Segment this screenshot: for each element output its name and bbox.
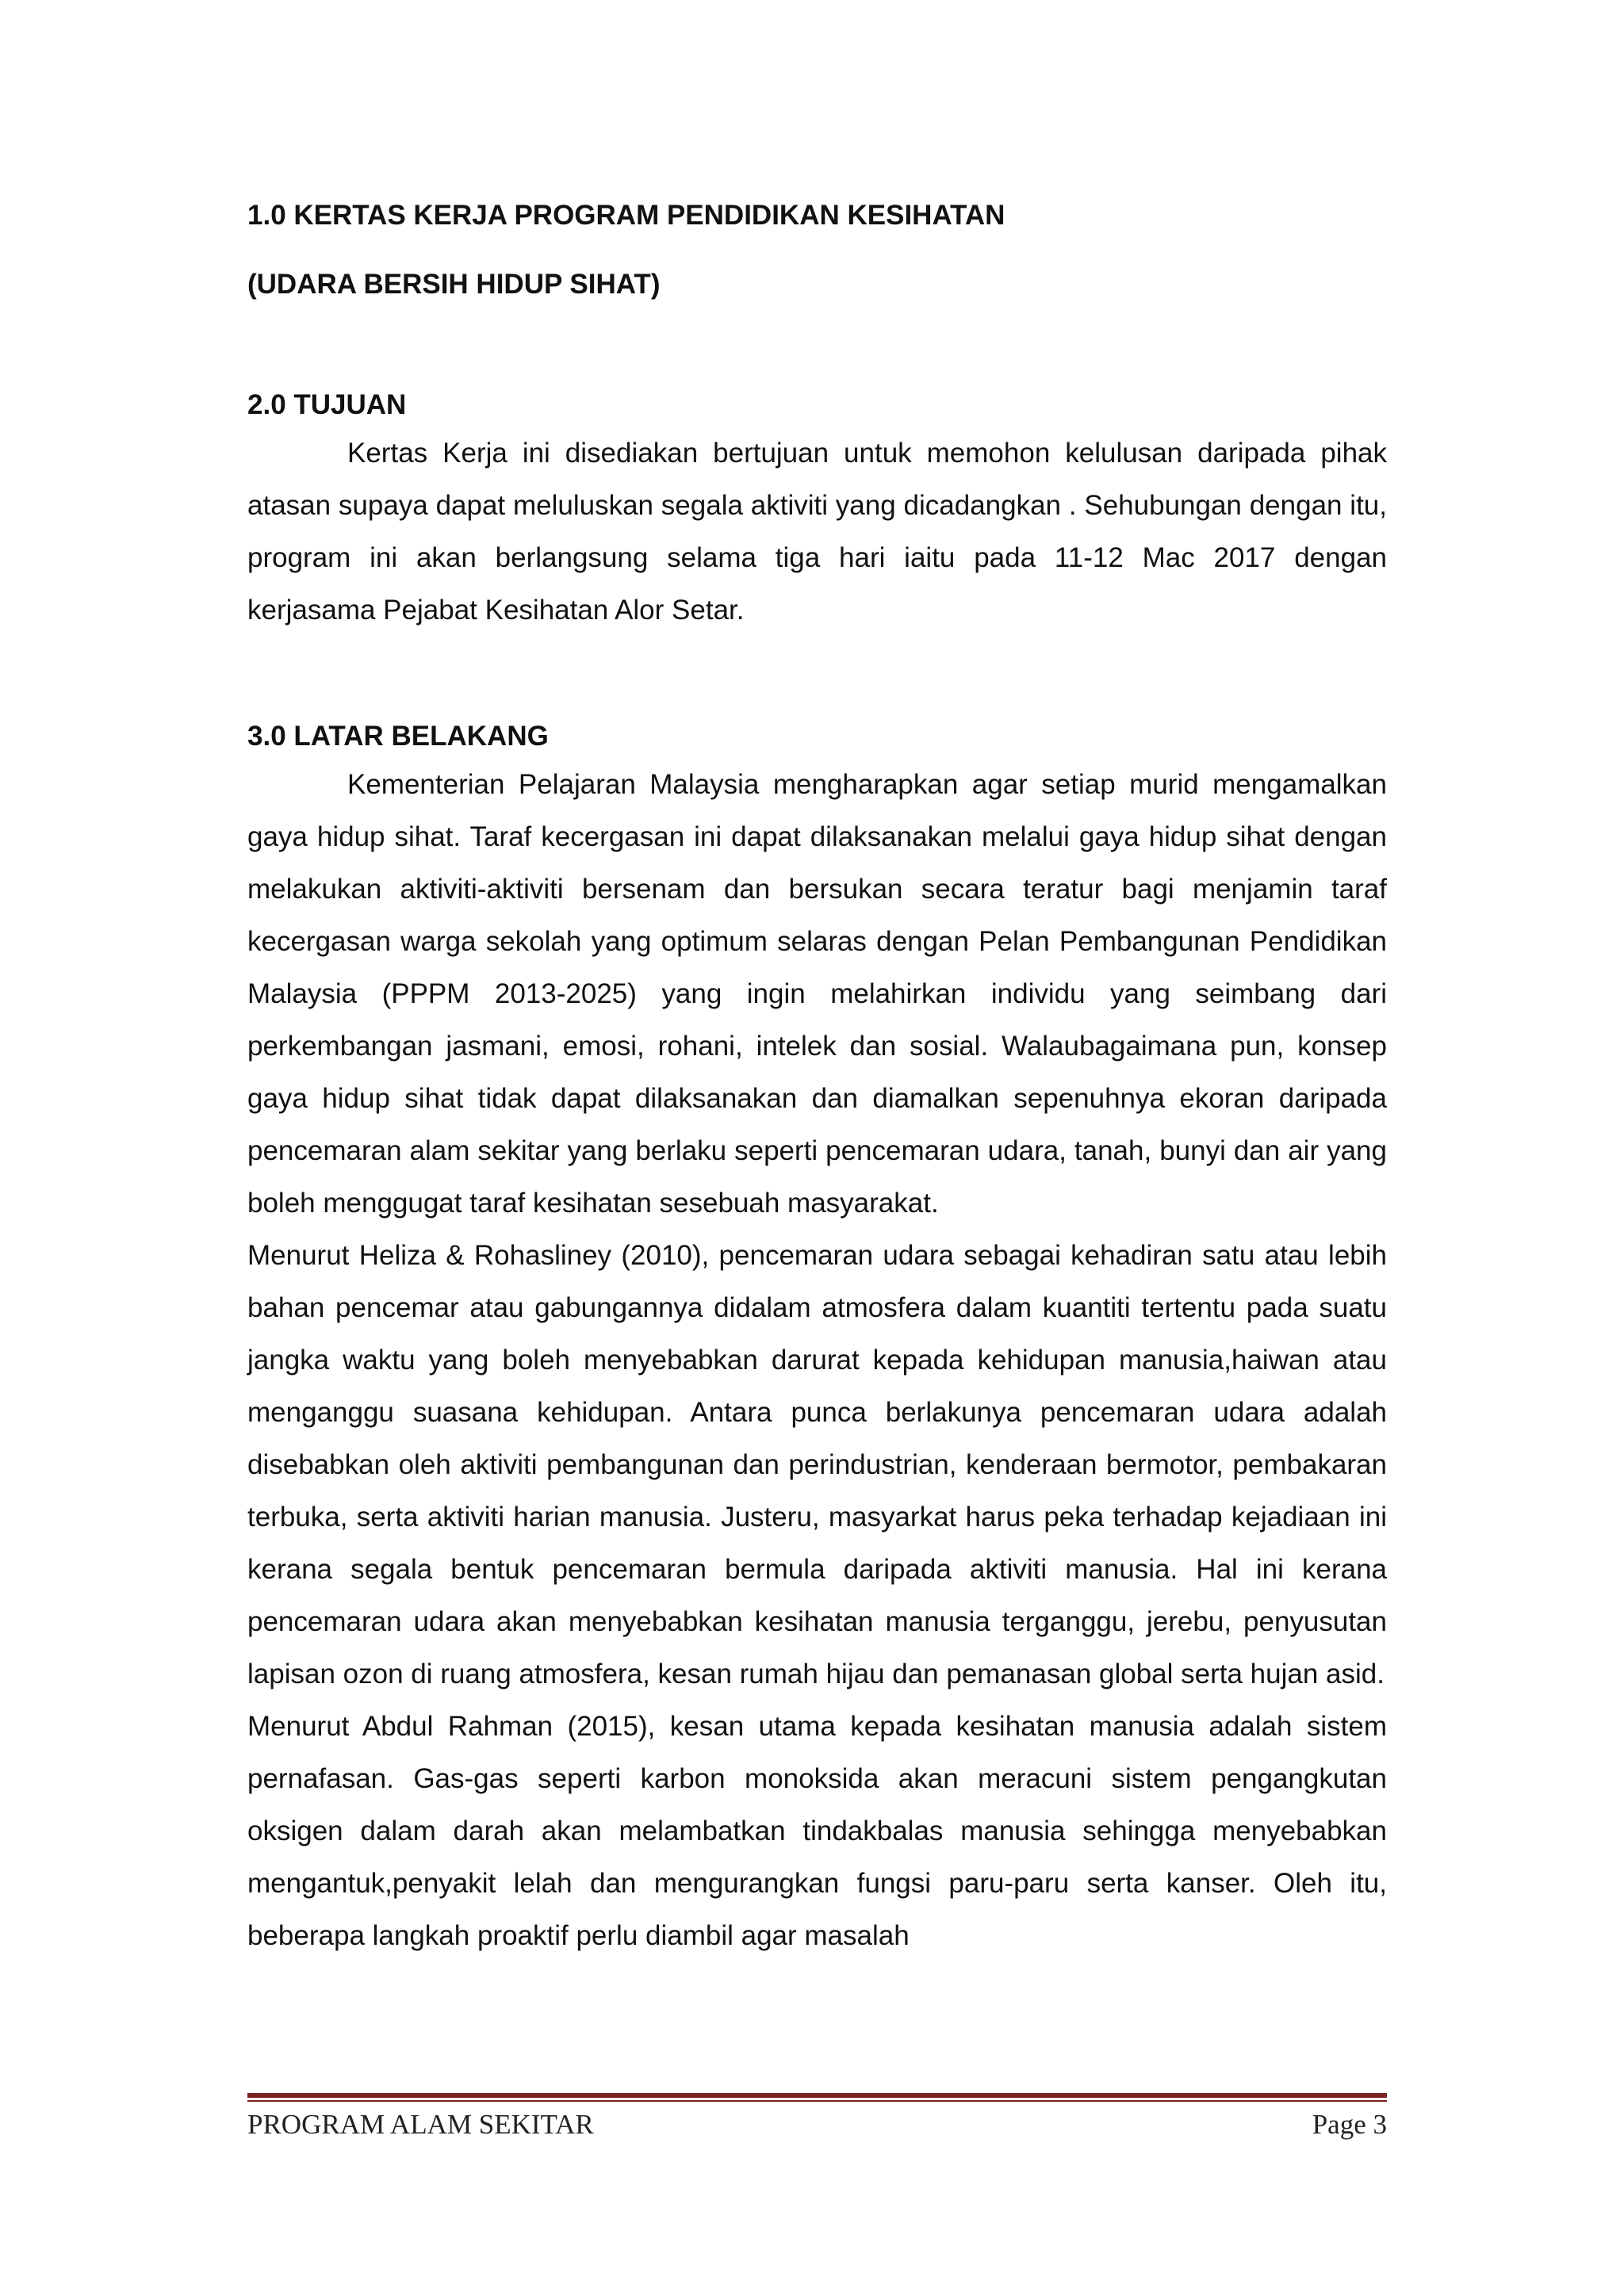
section-heading-latar-belakang: 3.0 LATAR BELAKANG bbox=[247, 721, 549, 752]
document-title: 1.0 KERTAS KERJA PROGRAM PENDIDIKAN KESIHATAN bbox=[247, 200, 1005, 231]
paragraph-tujuan: Kertas Kerja ini disediakan bertujuan untuk memohon kelulusan daripada pihak atasan supaya dapat meluluskan segala aktiviti yang dicadangkan . Sehubungan dengan itu, program ini akan berlangsung selama tiga hari iaitu pada 11-12 Mac 2017 dengan kerjasama Pejabat Kesihatan Alor Setar. bbox=[247, 438, 1387, 626]
footer-program-name: PROGRAM ALAM SEKITAR bbox=[247, 2109, 594, 2140]
footer-divider bbox=[247, 2093, 1387, 2102]
paragraph-latar-belakang-3: Menurut Abdul Rahman (2015), kesan utama kepada kesihatan manusia adalah sistem pernafasan. Gas-gas seperti karbon monoksida akan meracuni sistem pengangkutan oksigen dalam darah akan melambatkan tindakbalas manusia sehingga menyebabkan mengantuk,penyakit lelah dan mengurangkan fungsi paru-paru serta kanser. Oleh itu, beberapa langkah proaktif perlu diambil agar masalah bbox=[247, 1711, 1387, 1951]
section-latar-belakang bbox=[247, 718, 1387, 1962]
paragraph-latar-belakang-2: Menurut Heliza & Rohasliney (2010), pencemaran udara sebagai kehadiran satu atau lebih bahan pencemar atau gabungannya didalam atmosfera dalam kuantiti tertentu pada suatu jangka waktu yang boleh menyebabkan darurat kepada kehidupan manusia,haiwan atau menganggu suasana kehidupan. Antara punca berlakunya pencemaran udara adalah disebabkan oleh aktiviti pembangunan dan perindustrian, kenderaan bermotor, pembakaran terbuka, serta aktiviti harian manusia. Justeru, masyarkat harus peka terhadap kejadiaan ini kerana segala bentuk pencemaran bermula daripada aktiviti manusia. Hal ini kerana pencemaran udara akan menyebabkan kesihatan manusia terganggu, jerebu, penyusutan lapisan ozon di ruang atmosfera, kesan rumah hijau dan pemanasan global serta hujan asid. bbox=[247, 1240, 1387, 1689]
document-body bbox=[247, 197, 1387, 1962]
page-number: Page 3 bbox=[1312, 2109, 1387, 2140]
section-heading-tujuan: 2.0 TUJUAN bbox=[247, 389, 407, 420]
section-tujuan bbox=[247, 386, 1387, 637]
paragraph-latar-belakang-1: Kementerian Pelajaran Malaysia mengharapkan agar setiap murid mengamalkan gaya hidup sihat. Taraf kecergasan ini dapat dilaksanakan melalui gaya hidup sihat dengan melakukan aktiviti-aktiviti bersenam dan bersukan secara teratur bagi menjamin taraf kecergasan warga sekolah yang optimum selaras dengan Pelan Pembangunan Pendidikan Malaysia (PPPM 2013-2025) yang ingin melahirkan individu yang seimbang dari perkembangan jasmani, emosi, rohani, intelek dan sosial. Walaubagaimana pun, konsep gaya hidup sihat tidak dapat dilaksanakan dan diamalkan sepenuhnya ekoran daripada pencemaran alam sekitar yang berlaku seperti pencemaran udara, tanah, bunyi dan air yang boleh menggugat taraf kesihatan sesebuah masyarakat. bbox=[247, 769, 1387, 1219]
document-subtitle: (UDARA BERSIH HIDUP SIHAT) bbox=[247, 269, 661, 300]
